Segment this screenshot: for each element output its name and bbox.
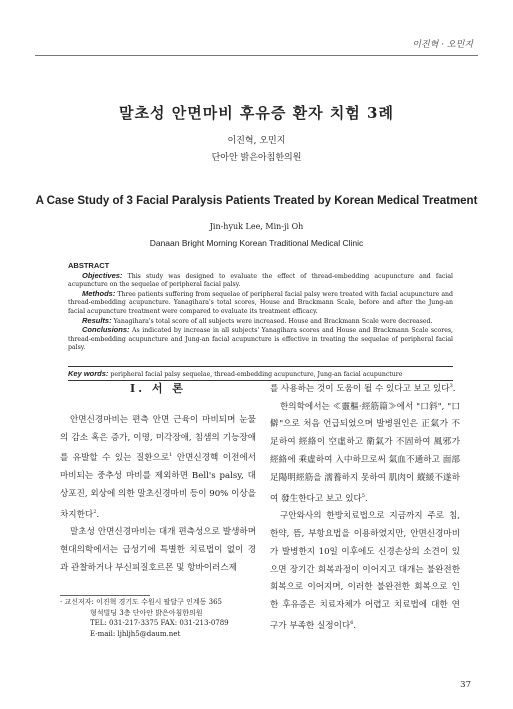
intro-p1-end: . xyxy=(96,509,100,520)
keywords-label: Key words: xyxy=(68,369,109,378)
footnote-email: E-mail: ljhljh5@daum.net xyxy=(90,629,181,638)
citation-6: 6 xyxy=(350,620,354,627)
page-number: 37 xyxy=(460,680,471,690)
intro-paragraph-4 xyxy=(270,508,460,635)
corresponding-author-footnote xyxy=(60,597,260,639)
intro-p1-cont: 안면신경핵 이전에서 마비되는 중추성 마비를 제외하면 Bell's palsy, 대상포진, 외상에 의한 말초신경마비 등이 90% 이상을 차지한다 xyxy=(60,453,256,520)
intro-r3-end: . xyxy=(353,620,357,631)
intro-paragraph-3 xyxy=(270,399,460,509)
abstract-block xyxy=(68,262,453,353)
intro-r2-end: . xyxy=(364,493,368,504)
institution-korean: 단아안 밝은아침한의원 xyxy=(211,153,302,163)
citation-3: 3 xyxy=(449,383,453,389)
footnote-rule xyxy=(60,595,150,596)
citation-1: 1 xyxy=(169,452,173,459)
citation-5: 5 xyxy=(361,492,365,499)
intro-r3-text: 구안와사의 한방치료법으로 지금까지 주로 침, 한약, 뜸, 부항요법을 이용하였지만, 안면신경마비가 발병한지 10일 이후에도 신경손상의 소견이 있으면 장기간 회복과정이 이어지고 대개는 불완전한 회복으로 이어지며, 이러한 불완전한 회복으로 인한 후유증은 치료자체가 어렵고 치료법에 대한 연구가 부족한 실정이다 xyxy=(270,511,460,631)
footnote-line-1: · 교신저자: 이진혁 경기도 수원시 팔달구 인계동 365 xyxy=(60,598,222,606)
methods-text: Three patients suffering from sequelae of peripheral facial palsy were treated with facial acupuncture and thread-embedding acupuncture. Yanagihara's total scores, House and Brackmann Scale, before and after the Jung-an facial acupuncture treatment were compared to evaluate its treatment efficacy. xyxy=(68,290,453,315)
footnote-line-3: TEL: 031-217-3375 FAX: 031-213-0789 xyxy=(90,619,229,627)
objectives-text: This study was designed to evaluate the effect of thread-embedding acupuncture and facial acupuncture on the sequelae of peripheral facial palsy. xyxy=(68,272,453,289)
methods-label: Methods: xyxy=(82,288,116,298)
intro-r2-text: 한의학에서는 ≪靈樞·經筋篇≫에서 "口斜", "口僻"으로 처음 언급되었으며 발병원인은 正氣가 不足하여 經絡이 空虛하고 衛氣가 不固하여 風邪가 經絡에 乘虛하여 入中하므로써 氣血不通하고 面部 足陽明經筋을 濡養하지 못하여 肌肉이 縱緩不遂하여 發生한다고 보고 있다 xyxy=(270,401,460,504)
authors-english: Jin-hyuk Lee, Min-ji Oh xyxy=(209,222,304,231)
footnote-line-2: 형석빌딩 3층 단아안 밝은아침한의원 xyxy=(90,608,203,617)
citation-2: 2 xyxy=(93,508,97,515)
results-label: Results: xyxy=(82,315,112,325)
title-english: A Case Study of 3 Facial Paralysis Patients Treated by Korean Medical Treatment xyxy=(35,195,478,207)
institution-english: Danaan Bright Morning Korean Traditional Medical Clinic xyxy=(149,238,364,248)
intro-paragraph-2: 말초성 안면신경마비는 대개 편측성으로 발생하며 현대의학에서는 급성기에 특별한 치료법이 없이 경과 관찰하거나 부신피질호르몬 및 항바이러스제 xyxy=(60,527,256,573)
running-header-authors: 이진혁 · 오민지 xyxy=(412,40,473,50)
abstract-heading: ABSTRACT xyxy=(68,261,110,270)
conclusions-label: Conclusions: xyxy=(82,325,130,335)
intro-p1-text: 안면신경마비는 편측 안면 근육이 마비되며 눈물의 감소 혹은 증가, 이명, 미각장애, 침샘의 기능장애를 유발할 수 있는 질환으로 xyxy=(60,414,256,464)
results-text: Yanagihara's total score of all subjects were increased. House and Brackmann Scale were decreased. xyxy=(113,317,433,325)
conclusions-text: As indicated by increase in all subjects' Yanagihara scores and House and Brackmann Scale scores, thread-embedding acupuncture and Jung-an facial acupuncture is effective in treating the sequelae of peripheral facial palsy. xyxy=(68,327,454,352)
intro-r1-text: 를 사용하는 것이 도움이 될 수 있다고 보고 있다 xyxy=(270,383,450,394)
title-korean: 말초성 안면마비 후유증 환자 치험 3례 xyxy=(119,104,394,122)
intro-paragraph-2-cont xyxy=(270,378,460,399)
column-left xyxy=(60,378,256,578)
authors-korean: 이진혁, 오민지 xyxy=(227,136,286,146)
column-right xyxy=(270,378,460,636)
objectives-label: Objectives: xyxy=(82,270,123,280)
keywords-text: peripheral facial palsy sequelae, thread-embedding acupuncture, Jung-an facial acupuncture xyxy=(110,371,403,378)
intro-paragraph-1 xyxy=(60,412,256,525)
section-heading-intro: Ⅰ. 서 론 xyxy=(130,382,186,395)
header-rule xyxy=(35,55,478,56)
intro-r1-end: . xyxy=(452,383,456,394)
